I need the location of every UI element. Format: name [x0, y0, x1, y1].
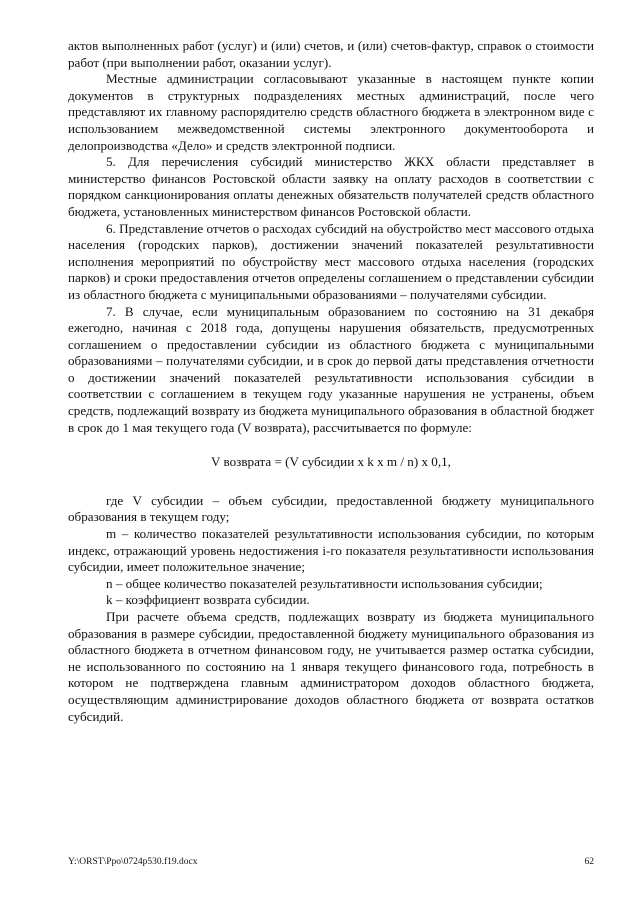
document-body [68, 38, 594, 725]
return-formula: V возврата = (V субсидии x k x m / n) x 0,1, [211, 454, 451, 470]
definition-k: k – коэффициент возврата субсидии. [106, 592, 310, 608]
definition-n: n – общее количество показателей результативности использования субсидии; [106, 575, 543, 591]
definition-v-subsidy: где V субсидии – объем субсидии, предоставленной бюджету муниципального образования в текущем году; [68, 492, 594, 525]
paragraph-item-7: 7. В случае, если муниципальным образованием по состоянию на 31 декабря ежегодно, начиная с 2018 года, допущены нарушения обязательств, предусмотренных соглашением о предоставлении субсидии из областного бюджета с муниципальными образованиями – получателями субсидии, и в срок до первой даты представления отчетности о достижении значений показателей результативности использования субсидии в соответствии с соглашением в текущем году указанные нарушения не устранены, объем средств, подлежащий возврату из бюджета муниципального образования в областной бюджет в срок до 1 мая текущего года (V возврата), рассчитывается по формуле: [68, 303, 594, 435]
definition-m: m – количество показателей результативности использования субсидии, по которым индекс, отражающий уровень недостижения i-го показателя результативности использования субсидии, имеет положительное значение; [68, 526, 594, 575]
paragraph-item-5: 5. Для перечисления субсидий министерство ЖКХ области представляет в министерство финансов Ростовской области заявку на оплату расходов в соответствии с порядком санкционирования оплаты денежных обязательств получателей средств областного бюджета, установленных министерством финансов Ростовской области. [68, 154, 594, 219]
page-number: 62 [584, 857, 594, 867]
file-path: Y:\ORST\Ppo\0724p530.f19.docx [68, 857, 198, 867]
paragraph-calculation-note: При расчете объема средств, подлежащих возврату из бюджета муниципального образования в размере субсидии, предоставленной бюджету муниципального образования из областного бюджета в отчетном финансовом году, не учитывается размер остатка субсидии, не использованного по состоянию на 1 января текущего финансового года, потребность в котором не подтверждена главным администратором доходов областного бюджета, осуществляющим администрирование доходов областного бюджета от возврата остатков субсидий. [68, 609, 594, 724]
paragraph-item-6: 6. Представление отчетов о расходах субсидий на обустройство мест массового отдыха населения (городских парков), достижении значений показателей результативности исполнения мероприятий по обустройству мест массового отдыха населения (городских парков) и сроки предоставления отчетов определены соглашением о представлении субсидии из областного бюджета с муниципальными образованиями – получателями субсидии. [68, 220, 594, 302]
paragraph-continuation: актов выполненных работ (услуг) и (или) счетов, и (или) счетов-фактур, справок о стоимости работ (при выполнении работ, оказании услуг). [68, 38, 594, 70]
paragraph-approval: Местные администрации согласовывают указанные в настоящем пункте копии документов в структурных подразделениях местных администраций, после чего представляют их главному распорядителю средств областного бюджета в электронном виде с использованием межведомственной системы электронного документооборота и делопроизводства «Дело» и средств электронной подписи. [68, 71, 594, 153]
